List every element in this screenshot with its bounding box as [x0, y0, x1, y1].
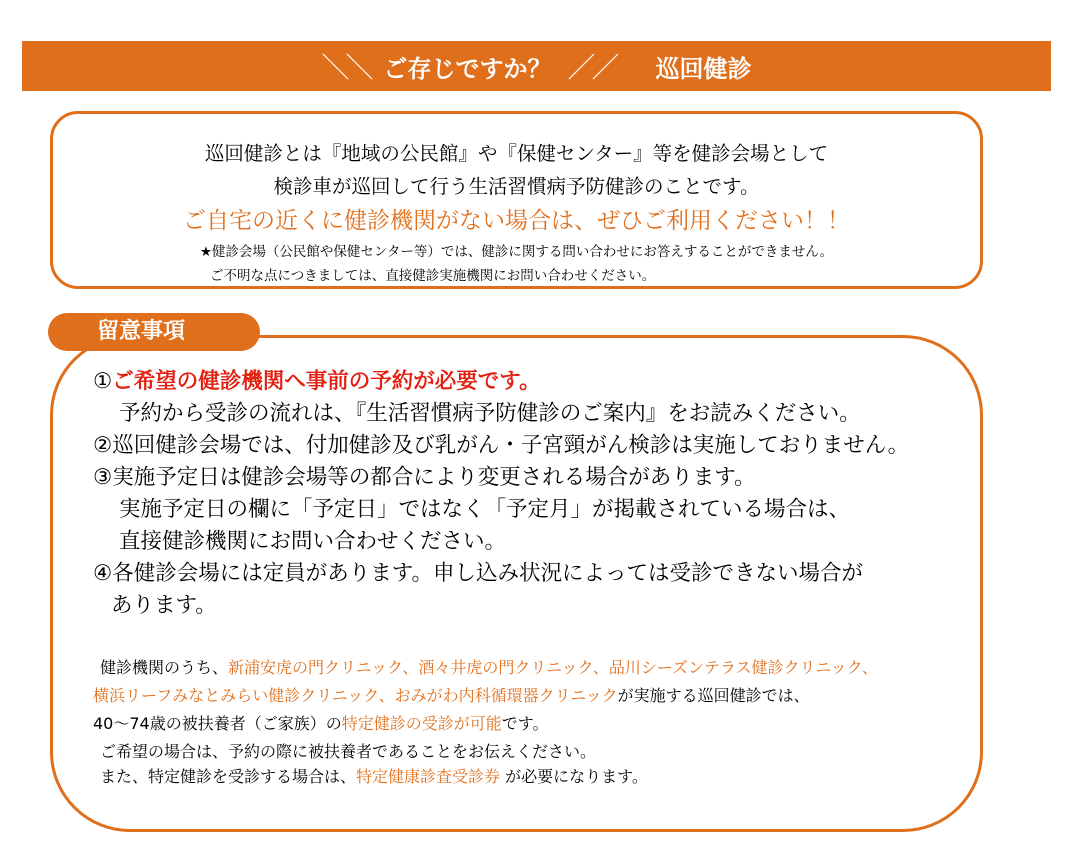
- footer-line-3: [93, 711, 548, 734]
- footer-line-4: ご希望の場合は、予約の際に被扶養者であることをお伝えください。: [100, 742, 597, 761]
- banner-slash-right: ／／: [567, 51, 616, 84]
- note-item-1-number: ①: [93, 369, 113, 394]
- footer-line-3-pre: 40～74歳の被扶養者（ご家族）の: [93, 714, 342, 733]
- notes-heading-tab: [48, 313, 260, 351]
- footer-line-1-pre: 健診機関のうち、: [100, 658, 229, 677]
- intro-line-1: 巡回健診とは『地域の公民館』や『保健センター』等を健診会場として: [204, 142, 829, 165]
- footer-voucher: 特定健康診査受診券: [356, 767, 501, 786]
- notes-heading: 留意事項: [97, 319, 186, 344]
- footer-line-3-post: です。: [501, 714, 549, 733]
- banner-content: [22, 41, 1051, 91]
- footer-line-1: [100, 655, 878, 678]
- footer-line-5-pre: また、特定健診を受診する場合は、: [100, 767, 357, 786]
- intro-line-2: 検診車が巡回して行う生活習慣病予防健診のことです。: [273, 175, 760, 198]
- banner-slash-left: ＼＼: [321, 51, 370, 84]
- footer-clinics-1: 新浦安虎の門クリニック、酒々井虎の門クリニック、品川シーズンテラス健診クリニック、: [228, 658, 878, 677]
- note-item-4: ④各健診会場には定員があります。申し込み状況によっては受診できない場合が: [93, 561, 864, 586]
- header-banner: [22, 41, 1051, 91]
- intro-box: [50, 111, 983, 289]
- note-item-1: [93, 364, 541, 395]
- footer-line-5: [100, 764, 648, 787]
- footer-line-5-post: が必要になります。: [500, 767, 648, 786]
- note-item-1-emphasis: ご希望の健診機関へ事前の予約が必要です。: [112, 369, 541, 394]
- note-item-3: ③実施予定日は健診会場等の都合により変更される場合があります。: [93, 465, 756, 490]
- banner-title: 巡回健診: [655, 54, 752, 83]
- note-item-3-sub-1: 実施予定日の欄に「予定日」ではなく「予定月」が掲載されている場合は、: [119, 497, 851, 522]
- note-item-4-sub: あります。: [111, 593, 217, 618]
- intro-note-2: ご不明な点につきましては、直接健診実施機関にお問い合わせください。: [210, 268, 656, 284]
- note-item-2: ②巡回健診会場では、付加健診及び乳がん・子宮頸がん検診は実施しておりません。: [93, 433, 910, 458]
- intro-highlight: ご自宅の近くに健診機関がない場合は、ぜひご利用ください！！: [183, 208, 850, 234]
- intro-note-1: ★健診会場（公民館や保健センター等）では、健診に関する問い合わせにお答えすることができません。: [199, 244, 834, 260]
- note-item-1-sub: 予約から受診の流れは、『生活習慣病予防健診のご案内』をお読みください。: [119, 401, 861, 426]
- banner-question: ご存じですか？: [383, 54, 552, 83]
- footer-clinics-2: 横浜リーフみなとみらい健診クリニック、おみがわ内科循環器クリニック: [93, 686, 618, 705]
- note-item-3-sub-2: 直接健診機関にお問い合わせください。: [119, 529, 507, 554]
- footer-line-2-post: が実施する巡回健診では、: [617, 686, 810, 705]
- footer-line-2: [93, 683, 810, 706]
- footer-specific-checkup: 特定健診の受診が可能: [341, 714, 502, 733]
